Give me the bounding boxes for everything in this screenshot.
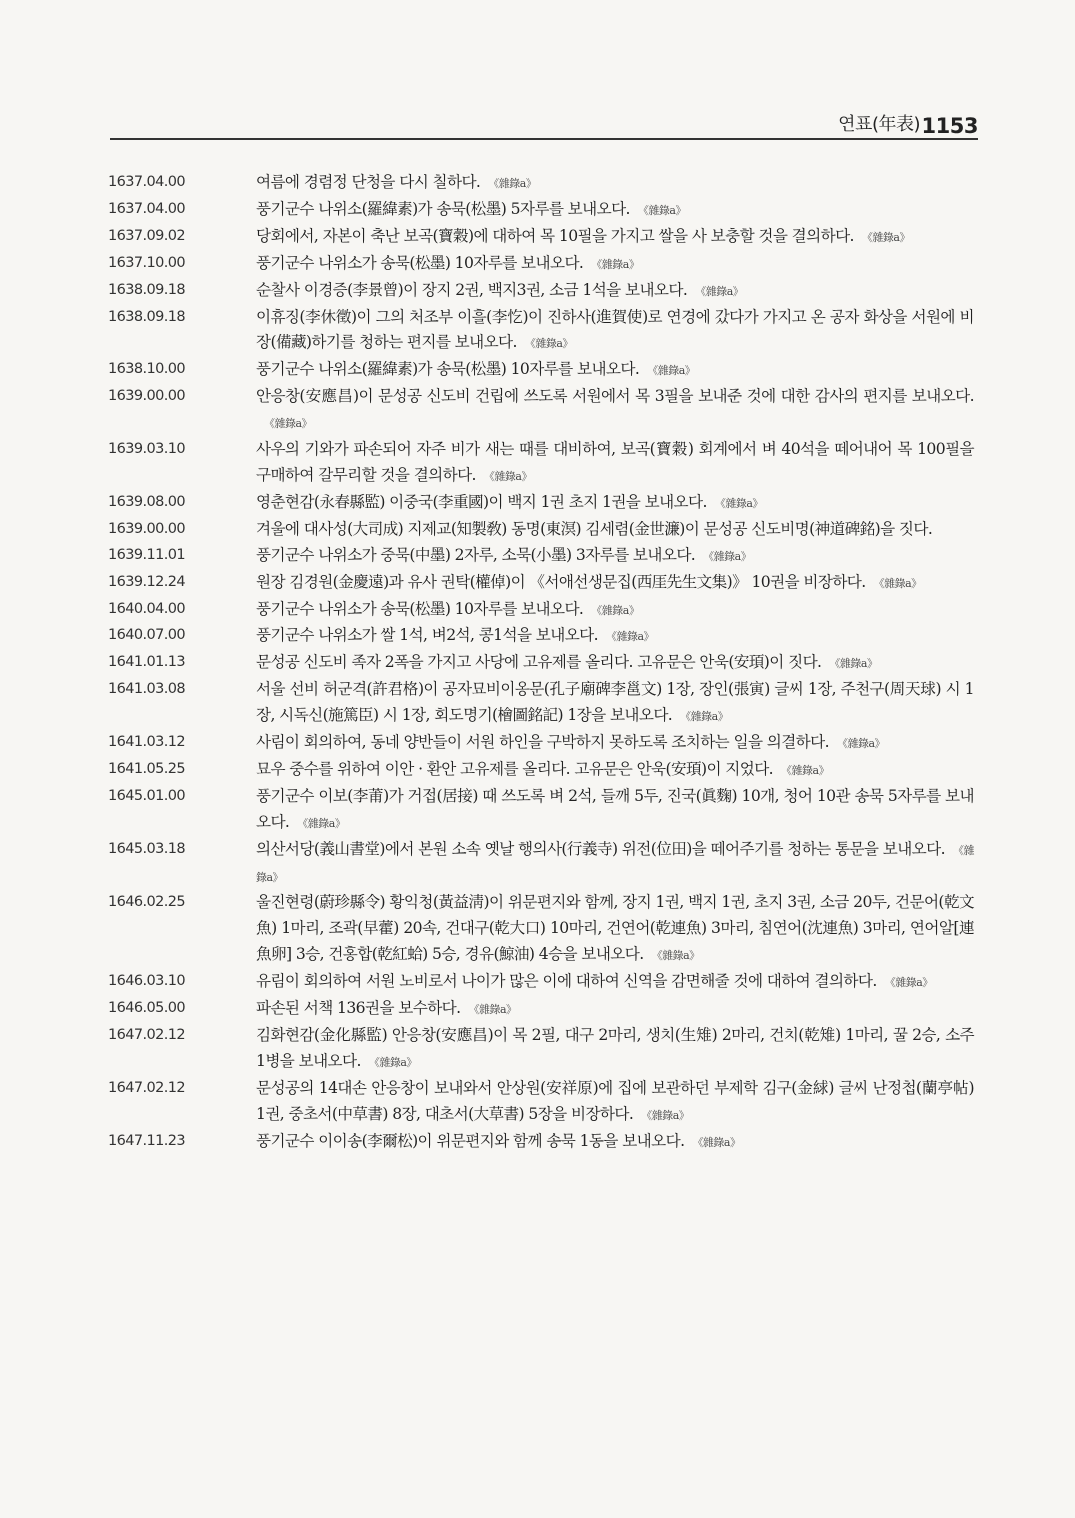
entry-source: 《雜錄a》	[641, 1108, 690, 1122]
chronology-entry	[108, 1023, 974, 1076]
entry-text	[256, 996, 974, 1023]
entry-date: 1638.09.18	[108, 308, 186, 325]
entry-text	[256, 1023, 974, 1076]
chronology-entry	[108, 1076, 974, 1129]
entry-text	[256, 517, 974, 543]
entry-date: 1639.11.01	[108, 546, 186, 563]
entry-text	[256, 623, 974, 650]
entry-body: 풍기군수 이보(李莆)가 거접(居接) 때 쓰도록 벼 2석, 들깨 5두, 진국(眞麴) 10개, 청어 10관 송묵 5자루를 보내오다.	[256, 786, 974, 831]
entry-text	[256, 677, 974, 730]
entry-text	[256, 197, 974, 224]
entry-text	[256, 890, 974, 969]
entry-date: 1639.00.00	[108, 520, 186, 537]
entry-body: 풍기군수 나위소가 중묵(中墨) 2자루, 소묵(小墨) 3자루를 보내오다.	[256, 545, 696, 564]
entry-date: 1647.11.23	[108, 1132, 186, 1149]
chronology-entry	[108, 1129, 974, 1156]
entry-text	[256, 543, 974, 570]
entry-body: 영춘현감(永春縣監) 이중국(李重國)이 백지 1권 초지 1권을 보내오다.	[256, 492, 707, 511]
chronology-entry	[108, 784, 974, 837]
entry-body: 문성공 신도비 족자 2폭을 가지고 사당에 고유제를 올리다. 고유문은 안욱(安頊)이 짓다.	[256, 653, 822, 672]
entry-body: 당회에서, 자본이 축난 보곡(寶穀)에 대하여 목 10필을 가지고 쌀을 사 보충할 것을 결의하다.	[256, 226, 854, 245]
entry-date: 1645.03.18	[108, 840, 186, 857]
header-rule	[110, 138, 978, 140]
chronology-entry	[108, 490, 974, 517]
entry-body: 풍기군수 나위소(羅緯素)가 송묵(松墨) 5자루를 보내오다.	[256, 199, 630, 218]
entry-body: 서울 선비 허군격(許君格)이 공자묘비이옹문(孔子廟碑李邕文) 1장, 장인(張寅) 글씨 1장, 주천구(周天球) 시 1장, 시독신(施篤臣) 시 1장, 회도명기(檜圖銘記) 1장을 보내오다.	[256, 680, 974, 725]
chronology-entry	[108, 677, 974, 730]
entry-date: 1641.03.08	[108, 681, 186, 698]
entry-source: 《雜錄a》	[692, 1135, 741, 1149]
entry-date: 1640.04.00	[108, 600, 186, 617]
entry-source: 《雜錄a》	[651, 949, 700, 963]
entry-date: 1639.08.00	[108, 493, 186, 510]
entry-text	[256, 1076, 974, 1129]
entry-text	[256, 757, 974, 784]
entry-date: 1645.01.00	[108, 787, 186, 804]
entry-date: 1638.10.00	[108, 361, 186, 378]
entry-date: 1641.01.13	[108, 654, 186, 671]
entry-text	[256, 597, 974, 624]
entry-body: 겨울에 대사성(大司成) 지제교(知製敎) 동명(東溟) 김세렴(金世濂)이 문성공 신도비명(神道碑銘)을 짓다.	[256, 519, 933, 538]
entry-body: 파손된 서책 136권을 보수하다.	[256, 999, 461, 1018]
chronology-entry	[108, 996, 974, 1023]
entry-body: 풍기군수 나위소가 송묵(松墨) 10자루를 보내오다.	[256, 599, 584, 618]
chronology-entry	[108, 650, 974, 677]
entry-text	[256, 570, 974, 597]
entry-text	[256, 251, 974, 278]
entry-source: 《雜錄a》	[264, 417, 313, 431]
entry-source: 《雜錄a》	[488, 177, 537, 190]
entry-date: 1639.00.00	[108, 388, 186, 405]
chronology-entry	[108, 251, 974, 278]
entry-text	[256, 784, 974, 837]
entry-text	[256, 384, 974, 437]
entry-source: 《雜錄a》	[591, 257, 640, 271]
entry-text	[256, 437, 974, 490]
entry-source: 《雜錄a》	[591, 603, 640, 617]
entry-source: 《雜錄a》	[703, 549, 752, 563]
entry-date: 1641.05.25	[108, 760, 186, 777]
entry-body: 여름에 경렴정 단청을 다시 칠하다.	[256, 173, 481, 191]
entry-date: 1637.09.02	[108, 227, 186, 244]
page-header	[110, 112, 978, 140]
chronology-entry	[108, 570, 974, 597]
chronology-entry	[108, 278, 974, 305]
entry-date: 1641.03.12	[108, 734, 186, 751]
entry-text	[256, 730, 974, 757]
entry-body: 이휴징(李休徵)이 그의 처조부 이흘(李忔)이 진하사(進賀使)로 연경에 갔다가 가지고 온 공자 화상을 서원에 비장(備藏)하기를 청하는 편지를 보내오다.	[256, 307, 974, 352]
entry-body: 원장 김경원(金慶遠)과 유사 권탁(權倬)이 《서애선생문집(西厓先生文集)》 10권을 비장하다.	[256, 572, 866, 591]
entry-text	[256, 650, 974, 677]
entry-body: 사우의 기와가 파손되어 자주 비가 새는 때를 대비하여, 보곡(寶穀) 회계에서 벼 40석을 떼어내어 목 100필을 구매하여 갈무리할 것을 결의하다.	[256, 440, 974, 484]
chronology-list	[108, 170, 974, 1156]
entry-text	[256, 278, 974, 305]
entry-body: 사림이 회의하여, 동네 양반들이 서원 하인을 구박하지 못하도록 조치하는 일을 의결하다.	[256, 733, 829, 752]
entry-source: 《雜錄a》	[873, 576, 922, 590]
entry-date: 1639.03.10	[108, 441, 186, 458]
entry-source: 《雜錄a》	[256, 843, 975, 884]
chronology-entry	[108, 623, 974, 650]
entry-body: 안응창(安應昌)이 문성공 신도비 건립에 쓰도록 서원에서 목 3필을 보내준 것에 대한 감사의 편지를 보내오다.	[256, 387, 974, 406]
entry-source: 《雜錄a》	[637, 203, 686, 217]
entry-source: 《雜錄a》	[524, 337, 573, 351]
entry-source: 《雜錄a》	[297, 816, 346, 830]
entry-date: 1637.04.00	[108, 200, 186, 217]
entry-body: 울진현령(蔚珍縣令) 황익청(黃益淸)이 위문편지와 함께, 장지 1권, 백지 1권, 초지 3권, 소금 20두, 건문어(乾文魚) 1마리, 조곽(早藿) 20속, 건대구(乾大口) 10마리, 건연어(乾連魚) 3마리, 침연어(沈連魚) 3마리, 연어알[連魚卵] 3승, 건홍합(乾紅蛤) 5승, 경유(鯨油) 4승을 보내오다.	[256, 893, 974, 964]
chronology-entry	[108, 305, 974, 358]
chronology-entry	[108, 890, 974, 969]
entry-text	[256, 170, 974, 197]
entry-text	[256, 357, 974, 384]
entry-body: 문성공의 14대손 안응창이 보내와서 안상원(安祥原)에 집에 보관하던 부제학 김구(金絿) 글씨 난정첩(蘭亭帖) 1권, 중초서(中草書) 8장, 대초서(大草書) 5장을 비장하다.	[256, 1078, 974, 1123]
entry-date: 1646.05.00	[108, 1000, 186, 1017]
chronology-entry	[108, 730, 974, 757]
entry-date: 1646.03.10	[108, 973, 186, 990]
chronology-entry	[108, 384, 974, 437]
entry-date: 1637.04.00	[108, 174, 186, 190]
entry-source: 《雜錄a》	[605, 630, 655, 644]
entry-source: 《雜錄a》	[647, 364, 696, 378]
chronology-entry	[108, 437, 974, 490]
entry-date: 1640.07.00	[108, 627, 186, 644]
entry-text	[256, 969, 974, 996]
chronology-entry	[108, 597, 974, 624]
entry-body: 풍기군수 나위소(羅緯素)가 송묵(松墨) 10자루를 보내오다.	[256, 360, 640, 379]
entry-source: 《雜錄a》	[695, 284, 744, 298]
entry-source: 《雜錄a》	[836, 737, 886, 751]
entry-source: 《雜錄a》	[861, 230, 910, 244]
entry-body: 풍기군수 나위소가 쌀 1석, 벼2석, 콩1석을 보내오다.	[256, 626, 598, 645]
entry-text	[256, 837, 974, 891]
chronology-entry	[108, 969, 974, 996]
entry-source: 《雜錄a》	[781, 763, 830, 777]
entry-date: 1637.10.00	[108, 254, 186, 271]
chronology-entry	[108, 224, 974, 251]
page-number: 1153	[921, 114, 978, 138]
entry-body: 의산서당(義山書堂)에서 본원 소속 옛날 행의사(行義寺) 위전(位田)을 떼어주기를 청하는 통문을 보내오다.	[256, 839, 945, 858]
entry-date: 1647.02.12	[108, 1079, 186, 1096]
entry-source: 《雜錄a》	[468, 1003, 517, 1017]
entry-text	[256, 1129, 974, 1156]
entry-body: 유림이 회의하여 서원 노비로서 나이가 많은 이에 대하여 신역을 감면해줄 것에 대하여 결의하다.	[256, 972, 877, 991]
entry-body: 김화현감(金化縣監) 안응창(安應昌)이 목 2필, 대구 2마리, 생치(生雉) 2마리, 건치(乾雉) 1마리, 꿀 2승, 소주 1병을 보내오다.	[256, 1026, 974, 1070]
entry-body: 순찰사 이경증(李景曾)이 장지 2권, 백지3권, 소금 1석을 보내오다.	[256, 280, 688, 299]
entry-source: 《雜錄a》	[680, 710, 729, 724]
chronology-entry	[108, 357, 974, 384]
entry-body: 풍기군수 이이송(李爾松)이 위문편지와 함께 송묵 1동을 보내오다.	[256, 1131, 685, 1150]
chronology-entry	[108, 517, 974, 543]
entry-text	[256, 490, 974, 517]
entry-source: 《雜錄a》	[884, 976, 933, 990]
entry-date: 1638.09.18	[108, 281, 186, 298]
entry-text	[256, 224, 974, 251]
running-title: 연표(年表)	[838, 114, 920, 135]
entry-source: 《雜錄a》	[483, 469, 532, 483]
entry-date: 1646.02.25	[108, 894, 186, 911]
chronology-entry	[108, 170, 974, 197]
entry-date: 1647.02.12	[108, 1027, 186, 1043]
entry-text	[256, 305, 974, 358]
chronology-entry	[108, 543, 974, 570]
entry-body: 묘우 중수를 위하여 이안 · 환안 고유제를 올리다. 고유문은 안욱(安頊)이 지었다.	[256, 759, 774, 778]
entry-date: 1639.12.24	[108, 573, 186, 590]
chronology-entry	[108, 757, 974, 784]
entry-source: 《雜錄a》	[368, 1055, 417, 1069]
entry-source: 《雜錄a》	[829, 657, 878, 671]
chronology-entry	[108, 197, 974, 224]
entry-body: 풍기군수 나위소가 송묵(松墨) 10자루를 보내오다.	[256, 253, 584, 272]
entry-source: 《雜錄a》	[714, 496, 763, 510]
chronology-entry	[108, 837, 974, 891]
